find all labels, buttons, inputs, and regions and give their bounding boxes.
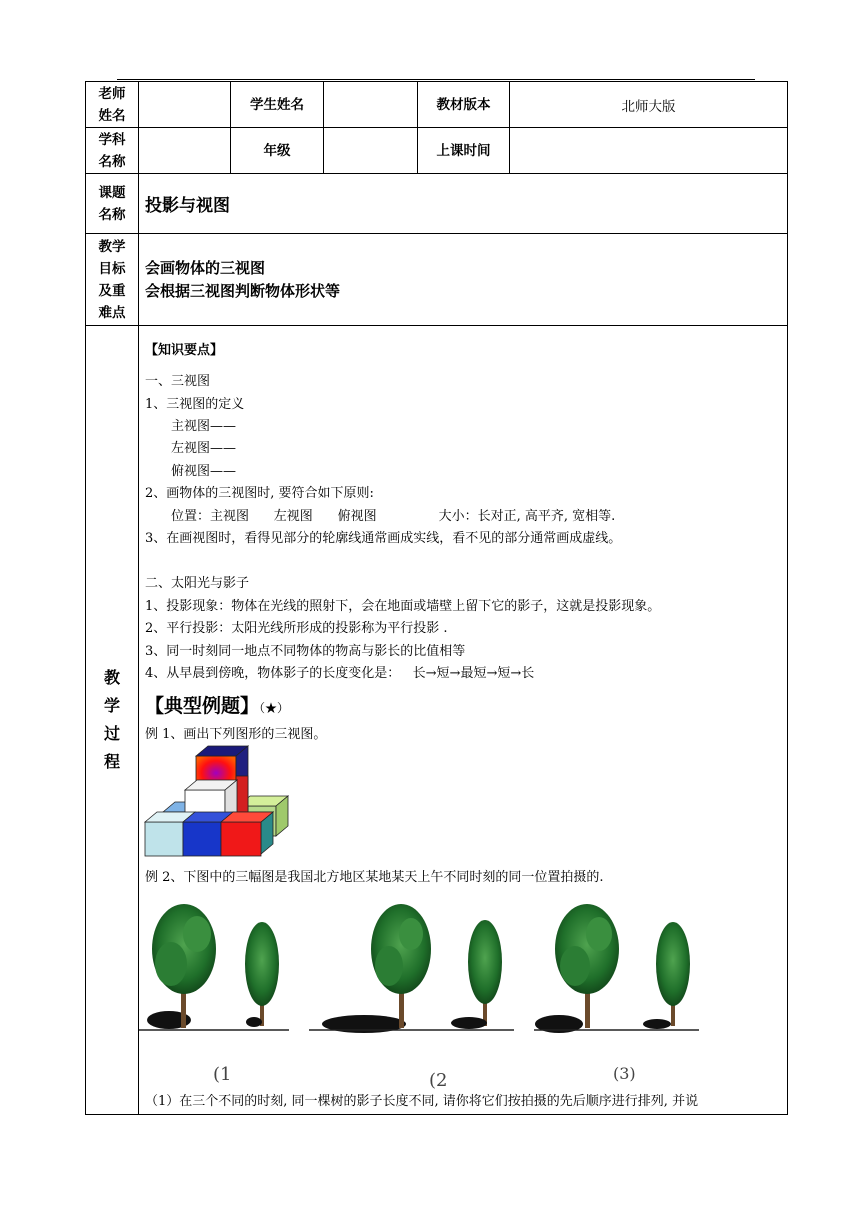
row-process (86, 326, 788, 1115)
goals-label-cell (86, 234, 139, 326)
topic-cell (139, 174, 788, 234)
line-2: 1、三视图的定义 (145, 397, 245, 412)
goals-cell (139, 234, 788, 326)
teacher-label: 老师姓名 (98, 85, 126, 124)
topic-label-cell (86, 174, 139, 234)
line-8: 3、在画视图时，看得见部分的轮廓线通常画成实线，看不见的部分通常画成虚线。 (145, 531, 622, 546)
goal-line-2: 会根据三视图判断物体形状等 (145, 281, 341, 300)
row-goals (86, 234, 788, 326)
photo-1 (139, 904, 289, 1030)
line-13: 4、从早晨到傍晚，物体影子的长度变化是： 长→短→最短→短→长 (145, 666, 535, 681)
example-1: 例 1、画出下列图形的三视图。 (145, 727, 327, 742)
caption-3: (3) (613, 1064, 636, 1083)
line-7: 位置：主视图 左视图 俯视图 大小：长对正, 高平齐, 宽相等. (171, 509, 616, 524)
goals-label: 教学目标及重难点 (98, 238, 126, 321)
student-field[interactable] (324, 82, 418, 128)
grade-label: 年级 (231, 128, 324, 174)
photo-3 (534, 904, 699, 1033)
line-6: 2、画物体的三视图时, 要符合如下原则: (145, 486, 374, 501)
tree-shadow-photos (139, 894, 785, 1069)
process-cell (139, 326, 788, 1115)
caption-2: (2 (429, 1070, 448, 1091)
examples-mark: （★） (259, 701, 290, 715)
example-2: 例 2、下图中的三幅图是我国北方地区某地某天上午不同时刻的同一位置拍摄的. (145, 870, 604, 885)
edition-label: 教材版本 (418, 82, 510, 128)
line-10: 1、投影现象：物体在光线的照射下，会在地面或墙壁上留下它的影子，这就是投影现象。 (145, 599, 661, 614)
subject-label: 学科名称 (98, 131, 126, 170)
time-field[interactable] (510, 128, 788, 174)
teacher-field[interactable] (139, 82, 231, 128)
goal-line-1: 会画物体的三视图 (145, 258, 266, 277)
examples-title: 【典型例题】 (145, 695, 260, 717)
process-content (139, 326, 787, 1114)
student-label: 学生姓名 (231, 82, 324, 128)
grade-field[interactable] (324, 128, 418, 174)
examples-heading (145, 693, 289, 722)
process-label-cell (86, 326, 139, 1115)
row-topic (86, 174, 788, 234)
row-teacher (86, 82, 788, 128)
subject-label-cell (86, 128, 139, 174)
subject-field[interactable] (139, 128, 231, 174)
line-9: 二、太阳光与影子 (145, 576, 250, 591)
line-3: 主视图—— (171, 419, 237, 434)
line-11: 2、平行投影：太阳光线所形成的投影称为平行投影 . (145, 621, 448, 636)
row-subject (86, 128, 788, 174)
caption-1: (1 (213, 1064, 232, 1085)
cube-stack-figure (143, 744, 291, 864)
line-4: 左视图—— (171, 441, 237, 456)
header-rule (117, 79, 755, 80)
teacher-label-cell (86, 82, 139, 128)
process-label: 教学过程 (104, 668, 121, 771)
line-12: 3、同一时刻同一地点不同物体的物高与影长的比值相等 (145, 644, 466, 659)
line-5: 俯视图—— (171, 464, 237, 479)
line-1: 一、三视图 (145, 374, 211, 389)
lesson-plan-table (85, 81, 788, 1115)
time-label: 上课时间 (418, 128, 510, 174)
edition-value: 北师大版 (510, 82, 788, 128)
photo-2 (309, 904, 514, 1033)
topic-title: 投影与视图 (145, 196, 230, 216)
question-1: （1）在三个不同的时刻, 同一棵树的影子长度不同, 请你将它们按拍摄的先后顺序进行排列, 并说 (145, 1094, 699, 1109)
knowledge-title: 【知识要点】 (145, 343, 224, 358)
topic-label: 课题名称 (98, 184, 126, 223)
